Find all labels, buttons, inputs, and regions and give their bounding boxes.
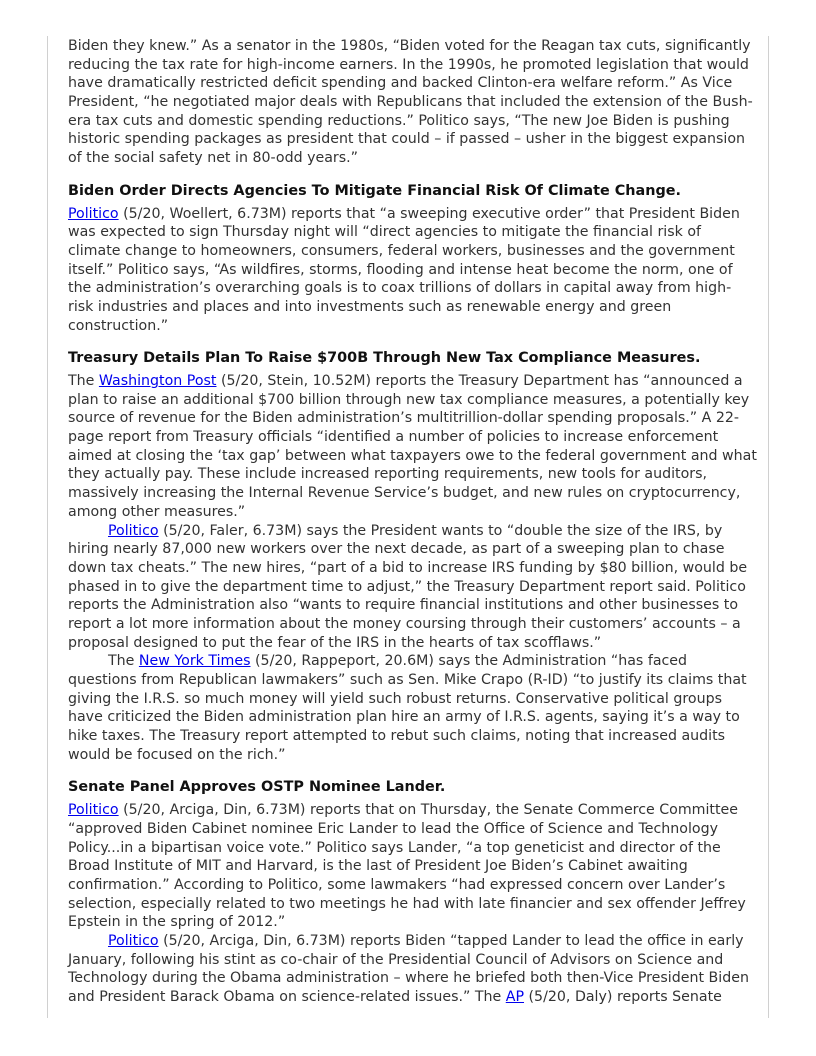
- text-line: [68, 205, 758, 224]
- text-line: climate change to homeowners, consumers, federal workers, businesses and the government: [68, 242, 735, 259]
- text-line: January, following his stint as co-chair of the Presidential Council of Advisors on Science and: [68, 951, 724, 968]
- text-line: hiring nearly 87,000 new workers over the next decade, as part of a sweeping plan to chase: [68, 541, 725, 558]
- text-segment: The: [108, 653, 139, 670]
- article-headline: Biden Order Directs Agencies To Mitigate Financial Risk Of Climate Change.: [68, 182, 682, 199]
- source-link[interactable]: Politico: [108, 932, 159, 949]
- text-line: phased in to give the department time to adjust,” the Treasury Department report said. Politico: [68, 578, 746, 595]
- text-line: aimed at closing the ‘tax gap’ between what taxpayers owe to the federal government and what: [68, 447, 757, 464]
- text-line: massively increasing the Internal Revenue Service’s budget, and new rules on cryptocurrency,: [68, 485, 741, 502]
- text-line: [68, 801, 758, 820]
- text-line: hike taxes. The Treasury report attempted to rebut such claims, noting that increased audits: [68, 728, 726, 745]
- text-line: the administration’s overarching goals is to coax trillions of dollars in capital away from high-: [68, 280, 732, 297]
- source-link[interactable]: Politico: [68, 802, 119, 819]
- text-line: Epstein in the spring of 2012.”: [68, 914, 286, 931]
- text-line: proposal designed to put the fear of the IRS in the hearts of tax scofflaws.”: [68, 634, 602, 651]
- text-line: itself.” Politico says, “As wildfires, storms, flooding and intense heat become the norm, one of: [68, 261, 733, 278]
- text-line: Policy...in a bipartisan voice vote.” Politico says Lander, “a top geneticist and director of the: [68, 839, 721, 856]
- page-border-left: [47, 36, 48, 1018]
- article-paragraph: [68, 205, 758, 336]
- source-link[interactable]: AP: [505, 989, 525, 1006]
- text-line: have dramatically restricted deficit spending and backed Clinton-era welfare reform.” As Vice: [68, 75, 733, 92]
- document-body: [68, 37, 758, 1007]
- text-line: page report from Treasury officials “identified a number of policies to increase enforcement: [68, 429, 719, 446]
- text-line: construction.”: [68, 317, 169, 334]
- text-line: reports the Administration also “wants to require financial institutions and other businesses to: [68, 597, 739, 614]
- text-line: selection, especially related to two meetings he had with late financier and sex offender Jeffrey: [68, 895, 746, 912]
- text-segment: (5/20, Daly) reports Senate: [524, 989, 722, 1006]
- text-line: [68, 372, 758, 391]
- text-line: “approved Biden Cabinet nominee Eric Lander to lead the Office of Science and Technology: [68, 820, 718, 837]
- text-segment: (5/20, Arciga, Din, 6.73M) reports that on Thursday, the Senate Commerce Committee: [118, 802, 738, 819]
- source-link[interactable]: Politico: [108, 522, 159, 539]
- text-line: would be focused on the rich.”: [68, 746, 286, 763]
- text-segment: (5/20, Arciga, Din, 6.73M) reports Biden “tapped Lander to lead the office in early: [158, 932, 744, 949]
- text-line: [68, 988, 758, 1007]
- text-segment: (5/20, Woellert, 6.73M) reports that “a sweeping executive order” that President Biden: [118, 205, 740, 222]
- text-segment: (5/20, Rappeport, 20.6M) says the Administration “has faced: [250, 653, 688, 670]
- article-paragraph: [68, 522, 758, 653]
- text-line: risk industries and places and into investments such as renewable energy and green: [68, 298, 672, 315]
- article-paragraph: [68, 652, 758, 764]
- text-segment: The: [68, 373, 99, 390]
- source-link[interactable]: Washington Post: [98, 373, 217, 390]
- text-line: source of revenue for the Biden administration’s multitrillion-dollar spending proposals.” A 22-: [68, 410, 740, 427]
- text-line: confirmation.” According to Politico, some lawmakers “had expressed concern over Lander’s: [68, 876, 726, 893]
- text-line: report a lot more information about the money coursing through their customers’ accounts – a: [68, 615, 741, 632]
- text-segment: and President Barack Obama on science-related issues.” The: [68, 989, 506, 1006]
- text-line: [68, 522, 758, 541]
- text-line: Biden they knew.” As a senator in the 1980s, “Biden voted for the Reagan tax cuts, significantly: [68, 38, 751, 54]
- text-line: historic spending packages as president that could – if passed – usher in the biggest expansion: [68, 131, 746, 148]
- text-line: down tax cheats.” The new hires, “part of a bid to increase IRS funding by $80 billion, would be: [68, 559, 748, 576]
- text-segment: (5/20, Faler, 6.73M) says the President wants to “double the size of the IRS, by: [158, 522, 723, 539]
- text-line: they actually pay. These include increased reporting requirements, new tools for auditors,: [68, 466, 708, 483]
- text-line: was expected to sign Thursday night will “direct agencies to mitigate the financial risk of: [68, 224, 702, 241]
- text-line: era tax cuts and domestic spending reductions.” Politico says, “The new Joe Biden is pushing: [68, 112, 730, 129]
- text-line: plan to raise an additional $700 billion through new tax compliance measures, a potentially key: [68, 391, 750, 408]
- article-paragraph: [68, 932, 758, 1007]
- text-line: [68, 652, 758, 671]
- text-line: giving the I.R.S. so much money will yield such robust returns. Conservative political groups: [68, 690, 722, 707]
- text-line: questions from Republican lawmakers” such as Sen. Mike Crapo (R-ID) “to justify its claims that: [68, 672, 747, 689]
- source-link[interactable]: New York Times: [138, 653, 251, 670]
- article-paragraph: [68, 372, 758, 522]
- article-headline: Senate Panel Approves OSTP Nominee Lander.: [68, 779, 446, 796]
- text-line: President, “he negotiated major deals with Republicans that included the extension of the Bush-: [68, 94, 753, 111]
- article-paragraph: [68, 37, 758, 168]
- text-line: Technology during the Obama administration – where he briefed both then-Vice President Biden: [68, 970, 749, 987]
- text-segment: (5/20, Stein, 10.52M) reports the Treasury Department has “announced a: [216, 373, 743, 390]
- source-link[interactable]: Politico: [68, 205, 119, 222]
- text-line: Broad Institute of MIT and Harvard, is the last of President Joe Biden’s Cabinet awaiting: [68, 858, 688, 875]
- text-line: [68, 932, 758, 951]
- text-line: among other measures.”: [68, 503, 246, 520]
- page-border-right: [768, 36, 769, 1018]
- text-line: reducing the tax rate for high-income earners. In the 1990s, he promoted legislation that would: [68, 56, 749, 73]
- article-paragraph: [68, 801, 758, 932]
- article-headline: Treasury Details Plan To Raise $700B Through New Tax Compliance Measures.: [68, 350, 701, 367]
- text-line: have criticized the Biden administration plan hire an army of I.R.S. agents, saying it’s a way to: [68, 709, 740, 726]
- text-line: of the social safety net in 80-odd years.”: [68, 150, 358, 167]
